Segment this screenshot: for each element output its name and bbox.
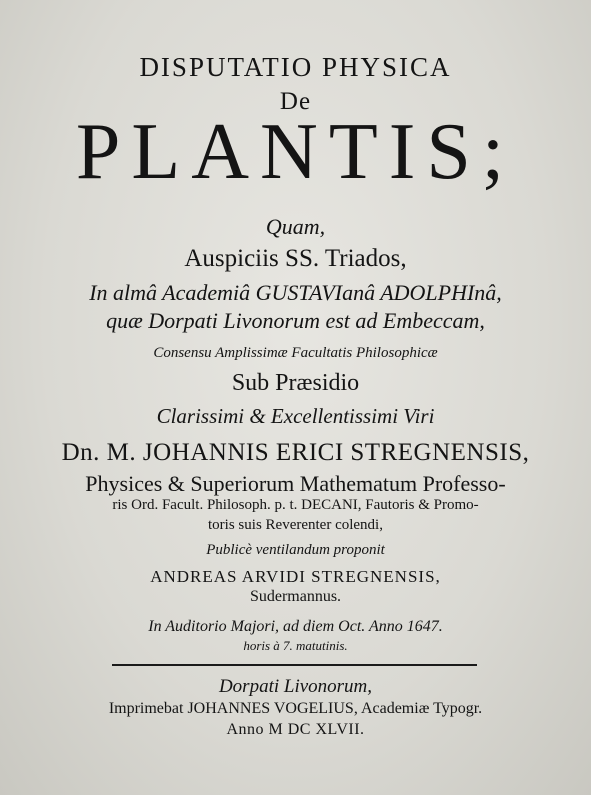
heading-de: De (279, 88, 312, 115)
text-quam: Quam, (265, 214, 326, 239)
text-clarissimi: Clarissimi & Excellentissimi Viri (156, 404, 435, 428)
heading-disputatio: DISPUTATIO PHYSICA (139, 52, 452, 82)
text-auspiciis: Auspiciis SS. Triados, (184, 245, 407, 272)
text-respondent-name: ANDREAS ARVIDI STREGNENSIS, (150, 567, 441, 586)
text-consensu: Consensu Amplissimæ Facultatis Philosophicæ (153, 345, 438, 361)
text-horis: horis à 7. matutinis. (243, 638, 348, 653)
heading-plantis: PLANTIS; (75, 108, 516, 196)
text-sub-praesidio: Sub Præsidio (231, 370, 360, 396)
text-toris: toris suis Reverenter colendi, (208, 517, 383, 533)
text-printer: Imprimebat JOHANNES VOGELIUS, Academiæ Typogr. (108, 700, 483, 717)
text-physices: Physices & Superiorum Mathematum Professo- (85, 471, 506, 496)
text-academia: In almâ Academiâ GUSTAVIanâ ADOLPHInâ, (89, 280, 502, 305)
text-auditorio: In Auditorio Majori, ad diem Oct. Anno 1647. (148, 618, 443, 635)
text-imprint-place: Dorpati Livonorum, (218, 676, 373, 697)
text-facult: ris Ord. Facult. Philosoph. p. t. DECANI, Fautoris & Promo- (112, 497, 479, 513)
text-dorpati: quæ Dorpati Livonorum est ad Embeccam, (106, 308, 485, 333)
text-praeses-name: Dn. M. JOHANNIS ERICI STREGNENSIS, (61, 439, 530, 466)
text-year: Anno M DC XLVII. (226, 721, 365, 738)
text-sudermannus: Sudermannus. (249, 588, 342, 605)
text-publice: Publicè ventilandum proponit (206, 542, 385, 558)
divider-rule (112, 664, 477, 666)
